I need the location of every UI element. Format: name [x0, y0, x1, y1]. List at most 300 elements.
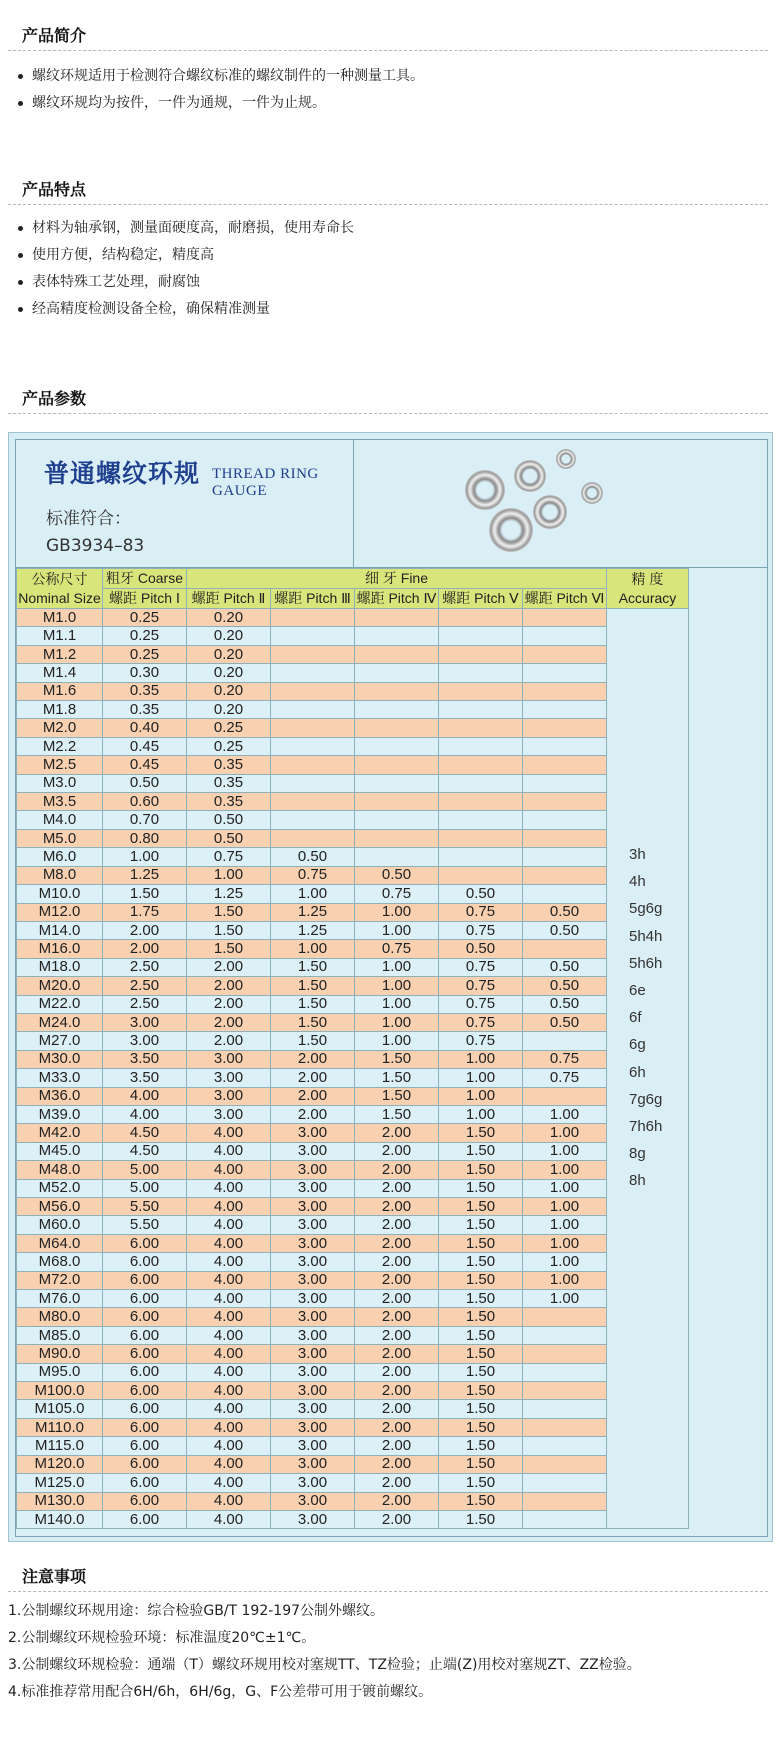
table-row: [17, 1253, 689, 1271]
pitch-cell: 1.50: [439, 1271, 523, 1289]
pitch-cell: 6.00: [103, 1418, 187, 1436]
table-row: [17, 940, 689, 958]
pitch-cell: 1.50: [355, 1087, 439, 1105]
pitch-cell: 2.00: [271, 1087, 355, 1105]
header-accuracy-cn: 精 度: [631, 570, 664, 587]
nominal-size-cell: M52.0: [17, 1179, 103, 1197]
table-row: [17, 682, 689, 700]
accuracy-grade: 5h4h: [629, 927, 663, 945]
table-row: [17, 1455, 689, 1473]
divider: [8, 204, 768, 205]
pitch-cell: 0.35: [187, 774, 271, 792]
pitch-cell: 2.00: [355, 1345, 439, 1363]
pitch-cell: 5.00: [103, 1179, 187, 1197]
nominal-size-cell: M14.0: [17, 921, 103, 939]
pitch-cell: 4.00: [187, 1382, 271, 1400]
pitch-cell: 4.00: [187, 1345, 271, 1363]
pitch-cell: [271, 701, 355, 719]
header-accuracy-en: Accuracy: [618, 589, 677, 606]
pitch-cell: [523, 848, 607, 866]
pitch-cell: 1.50: [439, 1234, 523, 1252]
pitch-cell: 0.35: [103, 682, 187, 700]
pitch-cell: [523, 627, 607, 645]
pitch-cell: 0.75: [439, 958, 523, 976]
pitch-cell: 1.00: [523, 1124, 607, 1142]
pitch-cell: 1.75: [103, 903, 187, 921]
table-row: [17, 995, 689, 1013]
pitch-cell: 3.00: [271, 1455, 355, 1473]
table-row: [17, 774, 689, 792]
header-pitch-3: 螺距 Pitch Ⅲ: [271, 589, 355, 609]
pitch-cell: 0.25: [187, 719, 271, 737]
pitch-cell: 0.20: [187, 701, 271, 719]
pitch-cell: 2.50: [103, 958, 187, 976]
pitch-cell: [523, 737, 607, 755]
pitch-cell: 3.00: [271, 1124, 355, 1142]
pitch-cell: 0.35: [187, 793, 271, 811]
pitch-cell: [355, 719, 439, 737]
pitch-cell: 2.00: [355, 1455, 439, 1473]
nominal-size-cell: M48.0: [17, 1161, 103, 1179]
pitch-cell: [439, 719, 523, 737]
pitch-cell: 3.00: [271, 1474, 355, 1492]
pitch-cell: [439, 627, 523, 645]
accuracy-grade: 8h: [629, 1172, 646, 1190]
nominal-size-cell: M33.0: [17, 1069, 103, 1087]
catalog-frame: [15, 439, 768, 1537]
table-row: [17, 1050, 689, 1068]
pitch-cell: [439, 811, 523, 829]
pitch-cell: 3.00: [271, 1253, 355, 1271]
pitch-cell: 2.00: [355, 1418, 439, 1436]
pitch-cell: 2.00: [355, 1253, 439, 1271]
pitch-cell: 2.00: [271, 1050, 355, 1068]
pitch-cell: 1.50: [439, 1308, 523, 1326]
pitch-cell: 4.00: [187, 1234, 271, 1252]
pitch-cell: 4.00: [187, 1253, 271, 1271]
table-row: [17, 701, 689, 719]
pitch-cell: 0.75: [271, 866, 355, 884]
nominal-size-cell: M1.2: [17, 645, 103, 663]
pitch-cell: 1.50: [271, 958, 355, 976]
pitch-cell: 1.50: [439, 1345, 523, 1363]
pitch-cell: 3.00: [271, 1198, 355, 1216]
pitch-cell: 3.00: [271, 1492, 355, 1510]
accuracy-grade: 3h: [629, 846, 646, 863]
pitch-cell: 1.50: [439, 1418, 523, 1436]
pitch-cell: 1.50: [355, 1069, 439, 1087]
pitch-cell: 4.00: [187, 1161, 271, 1179]
pitch-cell: 3.00: [187, 1050, 271, 1068]
pitch-cell: [271, 627, 355, 645]
pitch-cell: 2.00: [355, 1510, 439, 1528]
pitch-cell: 0.50: [187, 811, 271, 829]
pitch-cell: 4.00: [187, 1418, 271, 1436]
table-row: [17, 1013, 689, 1031]
pitch-cell: 3.00: [271, 1326, 355, 1344]
catalog-title-en: THREAD RING GAUGE: [212, 466, 319, 499]
pitch-cell: 1.00: [523, 1216, 607, 1234]
pitch-cell: 4.50: [103, 1142, 187, 1160]
pitch-cell: [271, 664, 355, 682]
table-row: [17, 793, 689, 811]
pitch-cell: 2.00: [103, 940, 187, 958]
pitch-cell: 1.00: [355, 921, 439, 939]
table-row: [17, 1161, 689, 1179]
pitch-cell: 6.00: [103, 1510, 187, 1528]
table-row: [17, 1198, 689, 1216]
table-row: [17, 921, 689, 939]
pitch-cell: 0.75: [523, 1050, 607, 1068]
pitch-cell: 0.50: [187, 829, 271, 847]
pitch-cell: 0.25: [103, 645, 187, 663]
pitch-cell: [439, 664, 523, 682]
pitch-cell: 0.45: [103, 756, 187, 774]
table-row: [17, 1363, 689, 1381]
pitch-cell: 4.00: [187, 1455, 271, 1473]
table-row: [17, 1234, 689, 1252]
section-features: [0, 176, 776, 323]
pitch-cell: 0.50: [439, 885, 523, 903]
nominal-size-cell: M90.0: [17, 1345, 103, 1363]
pitch-cell: 6.00: [103, 1382, 187, 1400]
pitch-cell: 3.00: [271, 1345, 355, 1363]
catalog-title-cn: 普通螺纹环规: [44, 459, 201, 488]
pitch-cell: 2.00: [355, 1234, 439, 1252]
header-nominal-en: Nominal Size: [18, 589, 101, 606]
table-row: [17, 1271, 689, 1289]
table-row: [17, 1105, 689, 1123]
nominal-size-cell: M110.0: [17, 1418, 103, 1436]
nominal-size-cell: M100.0: [17, 1382, 103, 1400]
accuracy-grade: 5h6h: [629, 954, 663, 972]
accuracy-grade: 4h: [629, 873, 646, 891]
table-row: [17, 737, 689, 755]
accuracy-grade: 6e: [629, 982, 646, 1000]
pitch-cell: 0.80: [103, 829, 187, 847]
pitch-cell: 0.20: [187, 682, 271, 700]
pitch-cell: 4.00: [103, 1105, 187, 1123]
nominal-size-cell: M20.0: [17, 977, 103, 995]
standard-label: 标准符合：: [46, 509, 131, 529]
pitch-cell: [523, 1382, 607, 1400]
table-row: [17, 1326, 689, 1344]
nominal-size-cell: M76.0: [17, 1290, 103, 1308]
pitch-cell: 0.35: [103, 701, 187, 719]
pitch-cell: [271, 682, 355, 700]
accuracy-grade: 6f: [629, 1009, 642, 1027]
pitch-cell: 4.00: [187, 1124, 271, 1142]
table-row: [17, 1124, 689, 1142]
list-item: 经高精度检测设备全检，确保精准测量: [14, 296, 776, 323]
pitch-cell: [355, 793, 439, 811]
pitch-cell: [439, 756, 523, 774]
pitch-cell: 1.00: [523, 1161, 607, 1179]
pitch-cell: [523, 940, 607, 958]
catalog-image: [8, 432, 773, 1542]
pitch-cell: 1.00: [103, 848, 187, 866]
table-row: [17, 1492, 689, 1510]
pitch-cell: [355, 774, 439, 792]
pitch-cell: 2.00: [355, 1492, 439, 1510]
pitch-cell: 2.00: [187, 977, 271, 995]
table-row: [17, 1474, 689, 1492]
pitch-cell: [523, 719, 607, 737]
table-row: [17, 756, 689, 774]
pitch-cell: 3.00: [271, 1418, 355, 1436]
pitch-cell: 2.00: [187, 1013, 271, 1031]
accuracy-grade: 7g6g: [629, 1090, 663, 1108]
pitch-cell: 6.00: [103, 1455, 187, 1473]
nominal-size-cell: M2.5: [17, 756, 103, 774]
pitch-cell: 2.00: [355, 1161, 439, 1179]
pitch-cell: 2.50: [103, 995, 187, 1013]
pitch-cell: [523, 701, 607, 719]
pitch-cell: 1.50: [187, 921, 271, 939]
table-row: [17, 1179, 689, 1197]
section-intro: [0, 22, 776, 117]
table-row: [17, 1437, 689, 1455]
nominal-size-cell: M125.0: [17, 1474, 103, 1492]
nominal-size-cell: M80.0: [17, 1308, 103, 1326]
pitch-cell: 1.00: [271, 940, 355, 958]
note-item: 1.公制螺纹环规用途：综合检验GB/T 192-197公制外螺纹。: [8, 1603, 385, 1619]
list-item: 使用方便，结构稳定，精度高: [14, 242, 776, 269]
accuracy-grade: 6h: [629, 1063, 646, 1081]
pitch-cell: 3.00: [103, 1032, 187, 1050]
pitch-cell: 2.00: [355, 1326, 439, 1344]
pitch-cell: 3.00: [271, 1437, 355, 1455]
nominal-size-cell: M2.2: [17, 737, 103, 755]
pitch-cell: [523, 1345, 607, 1363]
note-item: 4.标准推荐常用配合6H/6h，6H/6g，G、F公差带可用于镀前螺纹。: [8, 1684, 433, 1700]
thread-ring-gauges-photo: [354, 440, 767, 568]
pitch-cell: 0.20: [187, 609, 271, 627]
pitch-cell: 0.75: [439, 1013, 523, 1031]
table-row: [17, 811, 689, 829]
nominal-size-cell: M95.0: [17, 1363, 103, 1381]
nominal-size-cell: M5.0: [17, 829, 103, 847]
table-row: [17, 903, 689, 921]
pitch-cell: 0.50: [355, 866, 439, 884]
pitch-cell: 6.00: [103, 1308, 187, 1326]
pitch-cell: [439, 701, 523, 719]
pitch-cell: [271, 829, 355, 847]
pitch-cell: [271, 774, 355, 792]
catalog-header: [16, 440, 354, 568]
table-row: [17, 1382, 689, 1400]
nominal-size-cell: M2.0: [17, 719, 103, 737]
pitch-cell: 3.00: [271, 1308, 355, 1326]
pitch-cell: 4.50: [103, 1124, 187, 1142]
table-row: [17, 1290, 689, 1308]
accuracy-grade: 7h6h: [629, 1118, 663, 1136]
pitch-cell: 1.00: [355, 903, 439, 921]
pitch-cell: 2.00: [355, 1363, 439, 1381]
pitch-cell: 1.00: [355, 1032, 439, 1050]
pitch-cell: [271, 737, 355, 755]
nominal-size-cell: M140.0: [17, 1510, 103, 1528]
pitch-cell: 0.20: [187, 645, 271, 663]
pitch-cell: 5.00: [103, 1161, 187, 1179]
nominal-size-cell: M4.0: [17, 811, 103, 829]
pitch-cell: 1.25: [187, 885, 271, 903]
intro-list: [0, 63, 776, 117]
table-row: [17, 848, 689, 866]
pitch-cell: 0.50: [271, 848, 355, 866]
nominal-size-cell: M45.0: [17, 1142, 103, 1160]
accuracy-column: [607, 609, 689, 1529]
table-row: [17, 719, 689, 737]
pitch-cell: 2.00: [271, 1069, 355, 1087]
ring-gauges-icon: [354, 440, 767, 567]
pitch-cell: 0.25: [103, 609, 187, 627]
pitch-cell: 1.50: [271, 977, 355, 995]
pitch-cell: 1.50: [271, 995, 355, 1013]
list-item: 螺纹环规均为按件，一件为通规，一件为止规。: [14, 90, 776, 117]
pitch-cell: 2.00: [355, 1308, 439, 1326]
pitch-cell: [523, 885, 607, 903]
pitch-cell: 6.00: [103, 1290, 187, 1308]
list-item: 螺纹环规适用于检测符合螺纹标准的螺纹制件的一种测量工具。: [14, 63, 776, 90]
pitch-cell: 1.00: [355, 1013, 439, 1031]
header-pitch-4: 螺距 Pitch Ⅳ: [355, 589, 439, 609]
table-row: [17, 829, 689, 847]
nominal-size-cell: M42.0: [17, 1124, 103, 1142]
header-pitch-2: 螺距 Pitch Ⅱ: [187, 589, 271, 609]
pitch-cell: [523, 645, 607, 663]
pitch-cell: [439, 793, 523, 811]
pitch-cell: 1.50: [271, 1032, 355, 1050]
pitch-cell: [355, 737, 439, 755]
list-item: 材料为轴承钢，测量面硬度高，耐磨损，使用寿命长: [14, 215, 776, 242]
pitch-cell: 4.00: [187, 1216, 271, 1234]
accuracy-grade: 8g: [629, 1145, 646, 1163]
pitch-cell: 1.50: [439, 1492, 523, 1510]
pitch-cell: [439, 829, 523, 847]
pitch-cell: [271, 793, 355, 811]
pitch-cell: 6.00: [103, 1400, 187, 1418]
table-row: [17, 1400, 689, 1418]
header-pitch-6: 螺距 Pitch Ⅵ: [523, 589, 607, 609]
pitch-cell: [523, 1363, 607, 1381]
pitch-cell: 1.50: [439, 1142, 523, 1160]
pitch-cell: 2.00: [187, 1032, 271, 1050]
table-row: [17, 1032, 689, 1050]
pitch-cell: 6.00: [103, 1326, 187, 1344]
pitch-cell: [523, 774, 607, 792]
pitch-cell: 3.00: [271, 1271, 355, 1289]
pitch-cell: 2.00: [355, 1437, 439, 1455]
pitch-cell: 6.00: [103, 1437, 187, 1455]
nominal-size-cell: M18.0: [17, 958, 103, 976]
pitch-cell: 0.50: [523, 903, 607, 921]
nominal-size-cell: M1.8: [17, 701, 103, 719]
pitch-cell: 1.50: [103, 885, 187, 903]
pitch-cell: 1.00: [523, 1198, 607, 1216]
pitch-cell: 0.50: [523, 921, 607, 939]
features-list: [0, 215, 776, 323]
pitch-cell: 3.00: [271, 1234, 355, 1252]
standard-value: GB3934–83: [46, 536, 145, 556]
pitch-cell: 0.45: [103, 737, 187, 755]
nominal-size-cell: M105.0: [17, 1400, 103, 1418]
pitch-cell: 4.00: [187, 1474, 271, 1492]
pitch-cell: 2.00: [355, 1400, 439, 1418]
pitch-cell: [355, 811, 439, 829]
table-row: [17, 664, 689, 682]
accuracy-list: [607, 609, 688, 1195]
pitch-cell: 1.50: [439, 1455, 523, 1473]
header-accuracy: [607, 569, 689, 609]
pitch-cell: 1.00: [439, 1069, 523, 1087]
pitch-cell: 1.50: [355, 1105, 439, 1123]
nominal-size-cell: M27.0: [17, 1032, 103, 1050]
pitch-cell: 2.00: [355, 1179, 439, 1197]
pitch-cell: 3.00: [271, 1179, 355, 1197]
pitch-cell: [523, 1400, 607, 1418]
pitch-cell: 1.25: [271, 903, 355, 921]
pitch-cell: 4.00: [187, 1142, 271, 1160]
pitch-cell: 3.50: [103, 1050, 187, 1068]
pitch-cell: 4.00: [187, 1492, 271, 1510]
nominal-size-cell: M16.0: [17, 940, 103, 958]
pitch-cell: [523, 829, 607, 847]
pitch-cell: 4.00: [187, 1400, 271, 1418]
table-row: [17, 958, 689, 976]
section-notes: [0, 1563, 776, 1706]
pitch-cell: [271, 609, 355, 627]
pitch-cell: 1.50: [439, 1437, 523, 1455]
pitch-cell: 6.00: [103, 1345, 187, 1363]
pitch-cell: 6.00: [103, 1474, 187, 1492]
pitch-cell: 0.75: [439, 903, 523, 921]
pitch-cell: [523, 1326, 607, 1344]
pitch-cell: [523, 1032, 607, 1050]
table-row: [17, 627, 689, 645]
header-coarse: 粗牙 Coarse: [103, 569, 187, 589]
pitch-cell: 4.00: [187, 1326, 271, 1344]
pitch-cell: [523, 1308, 607, 1326]
pitch-cell: [355, 627, 439, 645]
pitch-cell: 1.50: [439, 1382, 523, 1400]
pitch-cell: 1.50: [439, 1510, 523, 1528]
pitch-cell: 1.00: [355, 995, 439, 1013]
pitch-cell: [523, 1474, 607, 1492]
note-item: 3.公制螺纹环规检验：通端（T）螺纹环规用校对塞规TT、TZ检验；止端(Z)用校对塞规ZT、ZZ检验。: [8, 1657, 641, 1673]
pitch-cell: 0.40: [103, 719, 187, 737]
header-pitch-5: 螺距 Pitch Ⅴ: [439, 589, 523, 609]
pitch-cell: 1.00: [187, 866, 271, 884]
pitch-cell: [523, 1087, 607, 1105]
pitch-cell: 2.00: [355, 1124, 439, 1142]
pitch-cell: 1.50: [187, 940, 271, 958]
pitch-cell: [355, 682, 439, 700]
pitch-cell: [523, 1510, 607, 1528]
nominal-size-cell: M60.0: [17, 1216, 103, 1234]
nominal-size-cell: M56.0: [17, 1198, 103, 1216]
pitch-cell: 0.20: [187, 664, 271, 682]
section-title-intro: 产品简介: [22, 26, 87, 45]
table-row: [17, 1510, 689, 1528]
pitch-cell: 3.00: [187, 1069, 271, 1087]
header-nominal-cn: 公称尺寸: [31, 570, 88, 587]
pitch-cell: 3.00: [271, 1510, 355, 1528]
pitch-cell: 0.60: [103, 793, 187, 811]
pitch-cell: [439, 774, 523, 792]
pitch-cell: 2.00: [271, 1105, 355, 1123]
pitch-cell: 2.00: [187, 958, 271, 976]
